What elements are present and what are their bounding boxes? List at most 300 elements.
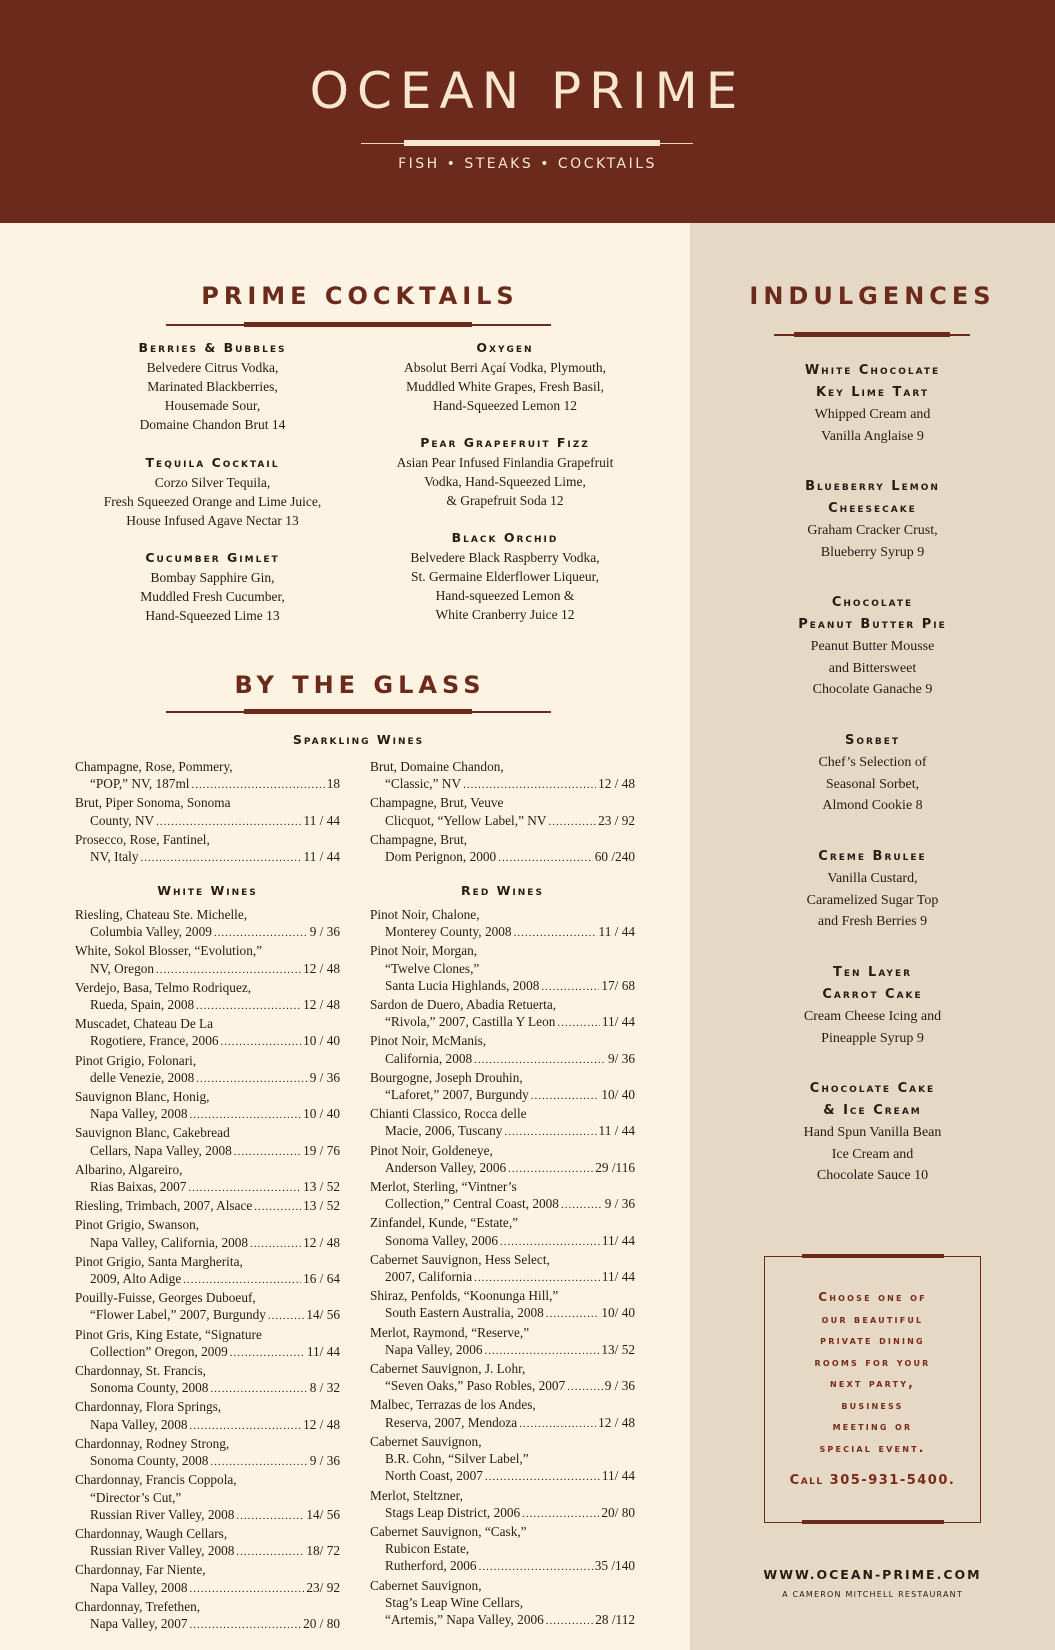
wine-price-line [370,1086,635,1105]
cocktail-item [75,548,350,625]
wine-name: Muscadet, Chateau De La [75,1016,214,1032]
wine-entry [370,1142,635,1178]
wine-name: “Twelve Clones,” [385,960,480,976]
cocktail-item [370,433,640,510]
wine-price: 19 / 76 [303,1142,340,1158]
wine-price: 11/ 44 [601,1014,635,1030]
wine-price-line [75,848,340,867]
white-wines-list [75,906,340,1634]
dot-leader [190,1107,302,1124]
wine-name: Chardonnay, Far Niente, [75,1562,206,1578]
dot-leader [500,1234,600,1251]
cocktail-description: Corzo Silver Tequila, [154,475,271,490]
wine-price: 11/ 44 [601,1232,635,1248]
dot-leader [230,1345,305,1362]
wine-price: 29 /116 [595,1159,635,1175]
wine-detail: Rogotiere, France, 2006 [90,1033,219,1049]
wine-entry [75,1326,340,1362]
wine-price: 13 / 52 [303,1179,340,1195]
wine-price-line [370,1195,635,1214]
wine-name: Pinot Noir, McManis, [370,1033,487,1049]
wine-entry [370,1487,635,1523]
dot-leader [474,1270,600,1287]
wine-entry [370,831,635,867]
dessert-item [720,476,1025,563]
private-dining-line: business [841,1397,904,1412]
wine-name: Cabernet Sauvignon, J. Lohr, [370,1361,526,1377]
wine-name: Pinot Grigio, Folonari, [75,1052,197,1068]
wine-price-line [75,1142,340,1161]
dessert-item [720,962,1025,1049]
wine-price-line [370,1304,635,1323]
cocktail-description: Domaine Chandon Brut 14 [139,417,286,432]
wine-detail: Santa Lucia Highlands, 2008 [385,977,540,993]
wine-price: 14/ 56 [306,1307,340,1323]
wine-price: 9 / 36 [604,1378,635,1394]
wine-entry [370,906,635,942]
dot-leader [234,1144,301,1161]
wine-detail: 2009, Alto Adige [90,1271,182,1287]
wine-name: Pinot Noir, Morgan, [370,943,478,959]
wine-entry [75,1015,340,1051]
cocktail-name: Oxygen [476,340,534,355]
wine-entry [75,1598,340,1634]
wine-entry [370,1433,635,1487]
wine-entry [370,1214,635,1250]
wine-entry [75,1253,340,1289]
wine-name: Cabernet Sauvignon, [370,1577,482,1593]
cocktail-description: Muddled Fresh Cucumber, [140,589,285,604]
wine-detail: Monterey County, 2008 [385,924,512,940]
dot-leader [254,1199,301,1216]
wine-name: Pinot Grigio, Santa Margherita, [75,1253,243,1269]
dot-leader [221,1034,302,1051]
dessert-name: Creme Brulee [818,849,927,864]
dot-leader [463,777,596,794]
dessert-description: and Bittersweet [828,660,917,676]
wine-entry [75,1362,340,1398]
dot-leader [479,1559,593,1576]
wine-detail: Napa Valley, California, 2008 [90,1234,249,1250]
section-title-cocktails: PRIME COCKTAILS [201,282,519,310]
wine-price-line [75,1343,340,1362]
wine-detail: Napa Valley, 2008 [90,1106,188,1122]
wine-name: Stag’s Leap Wine Cellars, [385,1594,524,1610]
cocktail-description: Asian Pear Infused Finlandia Grapefruit [396,455,614,470]
wine-price: 18 [326,776,340,792]
wine-entry [75,906,340,942]
wine-price-line [75,1234,340,1253]
dessert-name: Chocolate [831,595,914,610]
dot-leader [190,1418,302,1435]
wine-price-line [370,1122,635,1141]
wine-price: 23 / 92 [598,812,635,828]
dessert-description: Vanilla Anglaise 9 [821,428,924,444]
wine-name: Chardonnay, Francis Coppola, [75,1472,237,1488]
cocktail-description: Hand-Squeezed Lemon 12 [433,398,577,413]
cocktail-name: Berries & Bubbles [138,340,287,355]
dessert-description: and Fresh Berries 9 [817,914,928,929]
dessert-description: Almond Cookie 8 [822,798,923,813]
cocktail-item [75,453,350,530]
wine-name: Chianti Classico, Rocca delle [370,1106,527,1122]
dot-leader [567,1379,602,1396]
wine-entry [75,1471,340,1525]
wine-entry [370,1523,635,1577]
wine-price-line [75,960,340,979]
wine-name: Riesling, Chateau Ste. Michelle, [75,907,248,922]
wine-price: 9/ 36 [608,1050,635,1066]
wine-price-line [370,1377,635,1396]
wine-entry [370,758,635,794]
dessert-description: Chocolate Ganache 9 [812,682,933,697]
wine-entry [75,1289,340,1325]
wine-detail: North Coast, 2007 [385,1468,483,1484]
wine-detail: “Classic,” NV [385,776,462,792]
wine-entry [370,1178,635,1214]
wine-price-line [75,1032,340,1051]
wine-entry [370,1324,635,1360]
private-dining-line: Choose one of [818,1290,927,1304]
wine-detail: Sonoma Valley, 2006 [385,1232,499,1248]
wine-detail: Cellars, Napa Valley, 2008 [90,1142,232,1158]
dot-leader [141,850,302,867]
dot-leader [522,1506,599,1523]
wine-price: 60 /240 [594,849,635,865]
dot-leader [541,979,599,996]
dessert-name: Carrot Cake [822,987,923,1002]
dessert-name: & Ice Cream [823,1103,922,1118]
cocktail-description: Absolut Berri Açaí Vodka, Plymouth, [404,360,606,375]
wine-price-line [370,812,635,831]
white-wines-heading: White Wines [157,883,258,898]
dessert-name: Sorbet [844,733,901,748]
dot-leader [196,998,301,1015]
wine-detail: Collection” Oregon, 2009 [90,1343,228,1359]
tagline: FISH • STEAKS • COCKTAILS [398,156,657,172]
dot-leader [192,777,325,794]
cocktail-description: Vodka, Hand-Squeezed Lime, [424,474,586,489]
wine-price-line [370,1232,635,1251]
dot-leader [474,1052,606,1069]
sparkling-right-list [370,758,635,867]
wine-price-line [75,1542,340,1561]
cocktail-description: Belvedere Citrus Vodka, [146,360,279,375]
wine-entry [75,1088,340,1124]
wine-detail: “POP,” NV, 187ml [90,776,190,792]
wine-price-line [370,1557,635,1576]
wine-entry [370,1032,635,1068]
wine-entry [370,1360,635,1396]
dessert-description: Graham Cracker Crust, [807,523,938,538]
wine-name: Brut, Domaine Chandon, [370,759,504,774]
wine-detail: Rueda, Spain, 2008 [90,997,195,1013]
section-title-indulgences: INDULGENCES [749,282,996,310]
wine-entry [370,1069,635,1105]
dessert-description: Pineapple Syrup 9 [821,1030,924,1046]
wine-name: Champagne, Brut, [370,831,468,847]
wine-detail: Napa Valley, 2007 [90,1615,188,1631]
wine-price: 14/ 56 [306,1506,340,1522]
dessert-name: Ten Layer [832,965,913,980]
dot-leader [519,1416,596,1433]
cocktail-name: Pear Grapefruit Fizz [420,435,590,450]
cocktail-description: Marinated Blackberries, [147,379,278,394]
sparkling-left-list [75,758,340,867]
wine-detail: South Eastern Australia, 2008 [385,1305,544,1321]
restaurant-group-note: A CAMERON MITCHELL RESTAURANT [782,1590,963,1599]
dessert-item [720,730,1025,817]
wine-price-line [370,1504,635,1523]
dot-leader [188,1180,301,1197]
cocktail-description: Muddled White Grapes, Fresh Basil, [406,379,604,394]
dot-leader [546,1306,600,1323]
wine-price: 10/ 40 [601,1087,635,1103]
wine-price: 12 / 48 [303,1416,340,1432]
section-title-glass: BY THE GLASS [234,671,486,699]
wine-price-line [75,1197,340,1216]
wine-entry [75,1124,340,1160]
wine-entry [75,1435,340,1471]
dot-leader [236,1508,304,1525]
wine-price-line [75,1615,340,1634]
wine-detail: Stags Leap District, 2006 [385,1504,521,1520]
dessert-name: Peanut Butter Pie [798,617,947,632]
wine-price: 20/ 80 [601,1504,635,1520]
cocktail-description: White Cranberry Juice 12 [435,607,575,622]
wine-price: 16 / 64 [303,1271,340,1287]
cocktail-name: Black Orchid [451,530,559,545]
wine-name: Pinot Grigio, Swanson, [75,1217,200,1233]
private-dining-bar [802,1254,944,1258]
wine-name: Champagne, Rose, Pommery, [75,759,233,774]
dessert-description: Seasonal Sorbet, [825,776,920,792]
wine-detail: Anderson Valley, 2006 [385,1159,507,1175]
dot-leader [190,1581,305,1598]
red-wines-list [370,906,635,1630]
wine-price-line [370,1050,635,1069]
wine-detail: “Seven Oaks,” Paso Robles, 2007 [385,1378,566,1394]
dot-leader [196,1071,307,1088]
wine-entry [370,1577,635,1631]
wine-entry [75,1161,340,1197]
dessert-name: Chocolate Cake [809,1081,936,1096]
wine-entry [75,831,340,867]
dessert-description: Peanut Butter Mousse [810,639,935,654]
wine-entry [75,1216,340,1252]
wine-detail: Columbia Valley, 2009 [90,924,212,940]
dessert-item [720,592,1025,701]
wine-entry [75,794,340,830]
dessert-item [720,1078,1025,1187]
wine-entry [370,1287,635,1323]
wine-price: 9 / 36 [309,1069,340,1085]
wine-entry [75,1398,340,1434]
private-dining-line: special event. [819,1440,926,1455]
wine-detail: Sonoma County, 2008 [90,1453,209,1469]
wine-price: 12 / 48 [598,776,635,792]
wine-detail: 2007, California [385,1269,473,1285]
wine-price-line [370,1268,635,1287]
wine-detail: County, NV [90,812,155,828]
dessert-description: Hand Spun Vanilla Bean [803,1125,942,1140]
wine-price: 9 / 36 [604,1196,635,1212]
dot-leader [156,962,301,979]
wine-name: White, Sokol Blosser, “Evolution,” [75,943,263,959]
wine-detail: Macie, 2006, Tuscany [385,1123,503,1139]
wine-detail: Rias Baixas, 2007 [90,1179,187,1195]
wine-name: Champagne, Brut, Veuve [370,795,504,811]
wine-entry [75,758,340,794]
section-rule-thick [244,322,472,327]
wine-detail: Riesling, Trimbach, 2007, Alsace [75,1198,253,1214]
dessert-name: Key Lime Tart [815,385,930,400]
cocktail-description: St. Germaine Elderflower Liqueur, [410,569,600,584]
wine-price: 12 / 48 [303,960,340,976]
dessert-description: Caramelized Sugar Top [806,892,939,908]
wine-detail: delle Venezie, 2008 [90,1069,195,1085]
wine-name: Shiraz, Penfolds, “Koonunga Hill,” [370,1288,559,1304]
wine-price-line [370,977,635,996]
dot-leader [268,1308,304,1325]
wine-price-line [75,1506,340,1525]
wine-price-line [75,1579,340,1598]
wine-price: 18/ 72 [306,1543,340,1559]
cocktail-description: Belvedere Black Raspberry Vodka, [410,550,600,565]
wine-price-line [75,1379,340,1398]
dot-leader [250,1236,301,1253]
wine-entry [75,1561,340,1597]
cocktail-description: Housemade Sour, [164,398,261,413]
wine-detail: Reserva, 2007, Mendoza [385,1414,518,1430]
wine-detail: Napa Valley, 2008 [90,1579,188,1595]
wine-name: Merlot, Sterling, “Vintner’s [370,1179,517,1195]
wine-name: Merlot, Raymond, “Reserve,” [370,1324,530,1340]
wine-name: Pouilly-Fuisse, Georges Duboeuf, [75,1290,256,1306]
wine-price-line [75,1452,340,1471]
wine-price: 11/ 44 [601,1468,635,1484]
wine-detail: NV, Oregon [90,960,155,976]
wine-detail: “Flower Label,” 2007, Burgundy [90,1307,266,1323]
wine-price: 13/ 52 [601,1341,635,1357]
private-dining-text [774,1287,971,1459]
dot-leader [549,814,597,831]
cocktail-description: House Infused Agave Nectar 13 [126,513,299,528]
wine-entry [370,794,635,830]
wine-entry [75,1052,340,1088]
dot-leader [531,1088,600,1105]
private-dining-line: private dining [820,1333,925,1347]
wine-entry [370,1105,635,1141]
wine-price: 12 / 48 [598,1414,635,1430]
logo-rule-thick [404,140,660,146]
wine-price-line [370,923,635,942]
dessert-description: Chef’s Selection of [818,755,927,770]
wine-price-line [75,1178,340,1197]
wine-price: 9 / 36 [309,924,340,940]
cocktail-item [370,338,640,415]
section-rule-thick [794,332,950,337]
logo: OCEAN PRIME [309,62,746,120]
wine-detail: Sonoma County, 2008 [90,1380,209,1396]
wine-price: 11 / 44 [303,849,340,865]
dessert-description: Ice Cream and [831,1146,914,1162]
dot-leader [190,1617,302,1634]
wine-price-line [370,775,635,794]
private-dining-bar [802,1520,944,1524]
wine-entry [75,979,340,1015]
wine-detail: California, 2008 [385,1050,473,1066]
wine-price: 28 /112 [595,1611,635,1627]
dot-leader [498,850,593,867]
dessert-name: White Chocolate [804,363,941,378]
wine-price-line [75,1416,340,1435]
wine-detail: “Artemis,” Napa Valley, 2006 [385,1611,544,1627]
wine-price: 10/ 40 [601,1305,635,1321]
dessert-name: Blueberry Lemon [805,479,940,494]
wine-entry [75,1197,340,1216]
dessert-name: Cheesecake [828,501,917,516]
dot-leader [514,925,597,942]
website-link[interactable]: WWW.OCEAN-PRIME.COM [763,1567,982,1582]
wine-detail: Russian River Valley, 2008 [90,1543,235,1559]
wine-name: Chardonnay, Trefethen, [75,1598,201,1614]
wine-price-line [370,1611,635,1630]
dot-leader [485,1343,600,1360]
wine-entry [370,942,635,996]
cocktail-name: Tequila Cocktail [145,455,280,470]
wine-price: 9 / 36 [309,1453,340,1469]
wine-name: Malbec, Terrazas de los Andes, [370,1397,536,1413]
wine-price: 11 / 44 [598,1123,635,1139]
wine-entry [370,1396,635,1432]
wine-name: Albarino, Algareiro, [75,1161,183,1177]
dot-leader [504,1124,596,1141]
cocktail-description: Fresh Squeezed Orange and Lime Juice, [103,494,322,509]
dot-leader [561,1197,603,1214]
wine-detail: Napa Valley, 2008 [90,1416,188,1432]
dot-leader [156,814,301,831]
wine-name: Chardonnay, Rodney Strong, [75,1435,230,1451]
wine-price: 11 / 44 [598,924,635,940]
cocktail-name: Cucumber Gimlet [145,550,280,565]
wine-price: 10 / 40 [303,1033,340,1049]
dessert-item [720,846,1025,933]
wine-name: Cabernet Sauvignon, Hess Select, [370,1251,550,1267]
wine-name: Chardonnay, Waugh Cellars, [75,1525,228,1541]
wine-name: Sauvignon Blanc, Honig, [75,1089,210,1105]
wine-entry [75,1525,340,1561]
wine-detail: Clicquot, “Yellow Label,” NV [385,812,547,828]
cocktail-description: Hand-squeezed Lemon & [435,588,575,603]
dessert-description: Blueberry Syrup 9 [820,544,925,560]
dot-leader [183,1272,301,1289]
wine-detail: Dom Perignon, 2000 [385,849,497,865]
dot-leader [210,1381,307,1398]
wine-price-line [370,1341,635,1360]
dot-leader [508,1161,593,1178]
wine-detail: “Rivola,” 2007, Castilla Y Leon [385,1014,556,1030]
wine-price: 35 /140 [594,1558,635,1574]
wine-detail: Collection,” Central Coast, 2008 [385,1196,559,1212]
wine-name: Bourgogne, Joseph Drouhin, [370,1069,523,1085]
wine-name: Chardonnay, Flora Springs, [75,1399,222,1415]
wine-price-line [75,1270,340,1289]
wine-price: 13 / 52 [303,1198,340,1214]
red-wines-heading: Red Wines [461,883,544,898]
wine-entry [370,996,635,1032]
wine-price-line [75,775,340,794]
